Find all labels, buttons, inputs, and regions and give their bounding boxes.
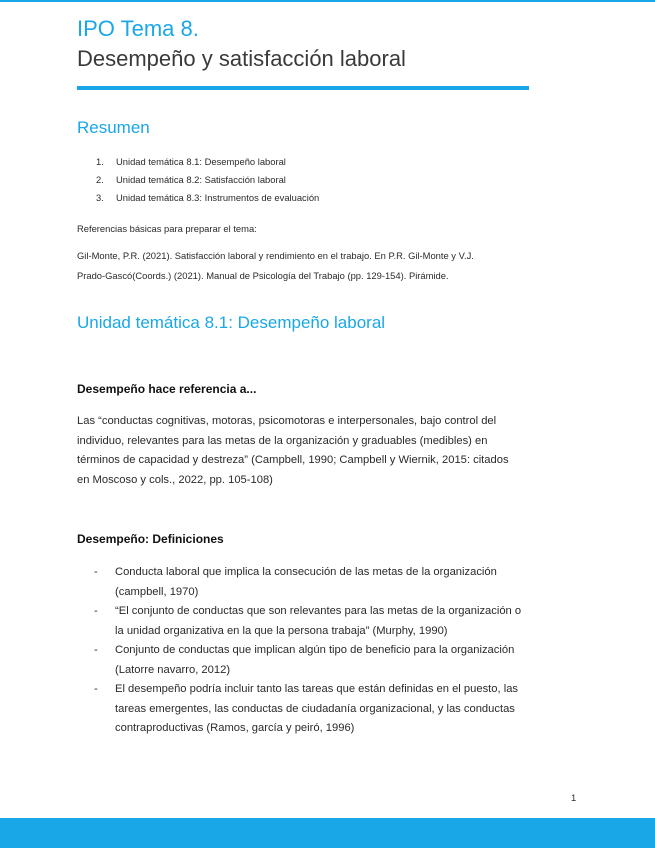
page-number: 1 [571,792,577,803]
list-item [78,192,319,210]
resumen-heading: Resumen [77,118,150,137]
list-item-label: Unidad temática 8.2: Satisfacción laboral [116,174,286,185]
paragraph-line: Las “conductas cognitivas, motoras, psicomotoras e interpersonales, bajo control del [77,415,497,427]
paragraph-line: en Moscoso y cols., 2022, pp. 105-108) [77,473,273,486]
text-line: El desempeño podría incluir tanto las tareas que están definidas en el puesto, las [115,683,519,695]
list-dash: - [94,605,98,617]
list-number: 3. [96,192,104,203]
text-line: contraproductivas (Ramos, garcía y peiró, 1996) [115,722,355,734]
reference-line: Gil-Monte, P.R. (2021). Satisfacción laboral y rendimiento en el trabajo. En P.R. Gil-Monte y V.J. [77,250,474,261]
list-item [90,680,590,739]
summary-list [78,156,319,210]
text-line: Conjunto de conductas que implican algún tipo de beneficio para la organización [115,644,515,656]
list-number: 2. [96,174,104,185]
top-accent-line [0,0,655,2]
list-item [90,641,590,680]
list-dash: - [94,566,98,578]
list-item-text [115,563,587,602]
list-item [90,602,590,641]
text-line: (campbell, 1970) [115,585,199,598]
document-subtitle: Desempeño y satisfacción laboral [77,46,406,71]
text-line: la unidad organizativa en la que la persona trabaja” (Murphy, 1990) [115,624,448,637]
list-number: 1. [96,156,104,167]
text-line: (Latorre navarro, 2012) [115,663,231,676]
text-line: Conducta laboral que implica la consecución de las metas de la organización [115,566,497,578]
list-item [90,563,590,602]
list-item [78,156,319,174]
definitions-list [90,563,590,739]
definition-paragraph [77,412,557,490]
list-item [78,174,319,192]
footer-bar [0,818,655,848]
list-dash: - [94,644,98,656]
reference-line: Prado-Gascó(Coords.) (2021). Manual de Psicología del Trabajo (pp. 129-154). Pirámide. [77,270,449,281]
subsection-heading: Desempeño hace referencia a... [77,382,257,396]
section-heading: Unidad temática 8.1: Desempeño laboral [77,313,386,332]
references-label: Referencias básicas para preparar el tema: [77,223,257,234]
paragraph-line: términos de capacidad y destreza” (Campbell, 1990; Campbell y Wiernik, 2015: citados [77,454,509,466]
list-dash: - [94,683,98,695]
text-line: “El conjunto de conductas que son relevantes para las metas de la organización o [115,605,522,617]
list-item-label: Unidad temática 8.3: Instrumentos de evaluación [116,192,320,203]
list-item-label: Unidad temática 8.1: Desempeño laboral [116,156,286,167]
list-item-text [115,680,587,739]
subsection-heading: Desempeño: Definiciones [77,532,224,546]
title-underline [77,86,529,90]
list-item-text [115,641,587,680]
paragraph-line: individuo, relevantes para las metas de la organización y graduables (medibles) en [77,434,488,447]
document-title: IPO Tema 8. [77,16,199,41]
text-line: tareas emergentes, las conductas de ciudadanía organizacional, y las conductas [115,702,515,715]
list-item-text [115,602,587,641]
